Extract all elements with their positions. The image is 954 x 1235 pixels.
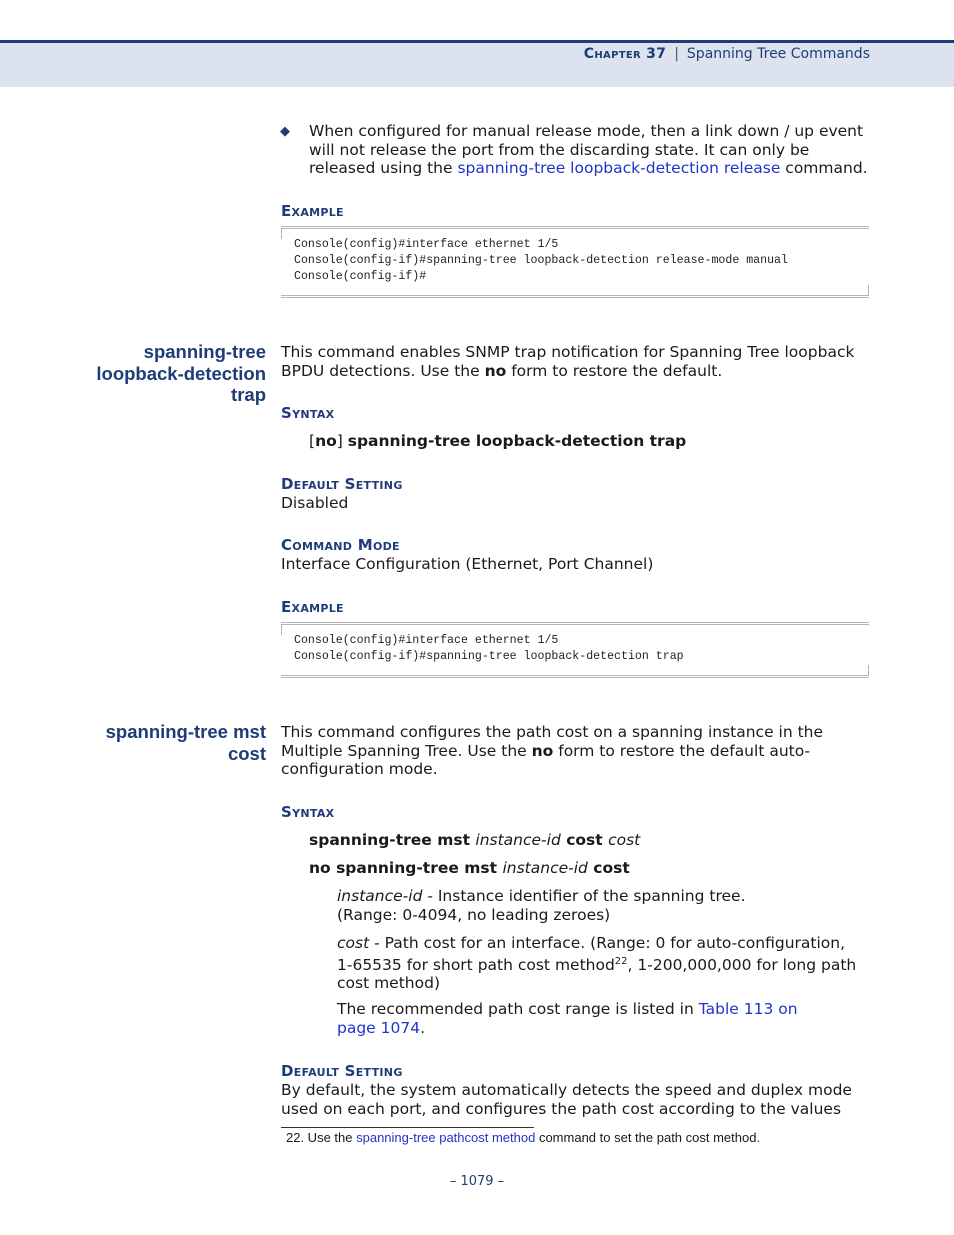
page-number: – 1079 – bbox=[449, 1174, 505, 1189]
default-setting-value: Disabled bbox=[281, 494, 349, 512]
no-keyword: no bbox=[531, 741, 554, 760]
syntax-keyword-cost: cost bbox=[560, 831, 609, 849]
param-range: (Range: 0-4094, no leading zeroes) bbox=[337, 905, 611, 924]
param-cost-text: 1-65535 for short path cost method bbox=[337, 955, 615, 974]
code-box-right-cap bbox=[865, 285, 869, 295]
trap-desc-end: form to restore the default. bbox=[506, 361, 723, 380]
param-cost-line-3: cost method) bbox=[337, 974, 440, 993]
param-cost-line-2 bbox=[337, 953, 877, 975]
title-trap-line-1: spanning-tree bbox=[143, 341, 266, 362]
table-reference-link[interactable]: Table 113 on bbox=[698, 1000, 798, 1018]
command-mode-value: Interface Configuration (Ethernet, Port Channel) bbox=[281, 555, 654, 573]
running-header bbox=[584, 46, 870, 62]
syntax-command: spanning-tree loopback-detection trap bbox=[347, 432, 687, 450]
cost-desc-line-2 bbox=[281, 742, 881, 761]
cost-default-line-2: used on each port, and configures the path cost according to the values bbox=[281, 1099, 842, 1118]
footnote-text-end: command to set the path cost method. bbox=[535, 1130, 761, 1145]
command-mode-heading: Command Mode bbox=[281, 536, 400, 554]
cost-default-text bbox=[281, 1081, 881, 1118]
syntax-heading: Syntax bbox=[281, 803, 335, 821]
rec-period: . bbox=[420, 1018, 426, 1037]
param-instance-id bbox=[337, 887, 877, 924]
syntax-no-command: no spanning-tree mst bbox=[309, 859, 503, 877]
code-box-left-cap bbox=[281, 625, 285, 635]
code-example-text: Console(config)#interface ethernet 1/5 Console(config-if)#spanning-tree loopback-detection trap bbox=[294, 634, 684, 663]
param-cost bbox=[337, 934, 877, 993]
footnote-text: 22. Use the bbox=[286, 1130, 357, 1145]
param-desc: - Instance identifier of the spanning tree. bbox=[422, 887, 746, 905]
syntax-arg-instance-id: instance-id bbox=[502, 859, 588, 877]
intro-line-3-end: command. bbox=[780, 159, 868, 177]
trap-syntax bbox=[309, 432, 686, 451]
cost-desc-line-1: This command configures the path cost on a spanning instance in the bbox=[281, 723, 824, 741]
code-box-right-cap bbox=[865, 665, 869, 675]
cost-syntax-1 bbox=[309, 831, 640, 850]
rec-text: The recommended path cost range is listed in bbox=[337, 1000, 699, 1018]
command-title-trap bbox=[96, 341, 266, 406]
header-separator: | bbox=[674, 46, 679, 62]
code-box-left-cap bbox=[281, 229, 285, 239]
example-heading: Example bbox=[281, 202, 344, 220]
syntax-no-keyword: no bbox=[315, 432, 337, 450]
command-title-mst-cost bbox=[106, 721, 266, 764]
param-name: cost bbox=[337, 934, 370, 952]
page-reference-link[interactable]: page 1074 bbox=[337, 1018, 421, 1037]
chapter-title: Spanning Tree Commands bbox=[686, 46, 870, 62]
param-name: instance-id bbox=[337, 887, 423, 905]
default-setting-heading: Default Setting bbox=[281, 475, 403, 493]
rec-line-1 bbox=[337, 1000, 877, 1019]
title-cost-line-1: spanning-tree mst bbox=[105, 721, 266, 742]
rec-line-2 bbox=[337, 1019, 877, 1038]
title-trap-line-2: loopback-detection bbox=[96, 362, 266, 384]
default-setting-heading: Default Setting bbox=[281, 1062, 403, 1080]
intro-line-2: will not release the port from the discarding state. It can only be bbox=[309, 140, 810, 159]
diamond-bullet-icon: ◆ bbox=[280, 124, 290, 139]
release-command-link[interactable]: spanning-tree loopback-detection release bbox=[457, 159, 781, 177]
trap-desc-text: BPDU detections. Use the bbox=[281, 361, 485, 380]
intro-bullet-text bbox=[309, 122, 879, 178]
footnote-reference[interactable]: 22 bbox=[614, 955, 628, 967]
syntax-command: spanning-tree mst bbox=[309, 831, 476, 849]
syntax-arg-cost: cost bbox=[608, 831, 641, 849]
cost-desc-text: Multiple Spanning Tree. Use the bbox=[281, 741, 532, 760]
cost-desc-end: form to restore the default auto- bbox=[553, 741, 811, 760]
code-example-block bbox=[281, 622, 869, 678]
cost-desc-line-3: configuration mode. bbox=[281, 760, 438, 778]
cost-default-line-1: By default, the system automatically detects the speed and duplex mode bbox=[281, 1081, 852, 1099]
intro-line-3-text: released using the bbox=[309, 159, 458, 177]
title-cost-line-2: cost bbox=[227, 742, 266, 764]
param-instance-id-line-1 bbox=[337, 887, 877, 906]
chapter-label: Chapter 37 bbox=[583, 46, 667, 62]
no-keyword: no bbox=[484, 361, 507, 380]
cost-syntax-2 bbox=[309, 859, 630, 878]
cost-description bbox=[281, 723, 881, 779]
title-trap-line-3: trap bbox=[231, 384, 266, 405]
intro-line-1: When configured for manual release mode, then a link down / up event bbox=[309, 122, 864, 140]
param-cost-text-end: , 1-200,000,000 for long path bbox=[627, 955, 857, 974]
recommended-range-note bbox=[337, 1000, 877, 1037]
pathcost-method-link[interactable]: spanning-tree pathcost method bbox=[356, 1130, 536, 1145]
syntax-arg-instance-id: instance-id bbox=[475, 831, 561, 849]
trap-desc-line-2 bbox=[281, 362, 881, 381]
footnote-divider bbox=[281, 1127, 534, 1128]
syntax-keyword-cost: cost bbox=[587, 859, 630, 877]
footnote-22 bbox=[286, 1130, 760, 1145]
trap-description bbox=[281, 343, 881, 380]
code-example-text: Console(config)#interface ethernet 1/5 Console(config-if)#spanning-tree loopback-detection release-mode manual Console(config-if)# bbox=[294, 238, 788, 283]
example-heading: Example bbox=[281, 598, 344, 616]
code-example-block bbox=[281, 226, 869, 298]
intro-line-3 bbox=[309, 159, 879, 178]
syntax-bracket-open: [ bbox=[309, 432, 316, 450]
syntax-bracket-close: ] bbox=[336, 432, 348, 450]
param-desc: - Path cost for an interface. (Range: 0 for auto-configuration, bbox=[369, 934, 846, 952]
trap-desc-line-1: This command enables SNMP trap notification for Spanning Tree loopback bbox=[281, 343, 855, 361]
param-cost-line-1 bbox=[337, 934, 877, 953]
syntax-heading: Syntax bbox=[281, 404, 335, 422]
